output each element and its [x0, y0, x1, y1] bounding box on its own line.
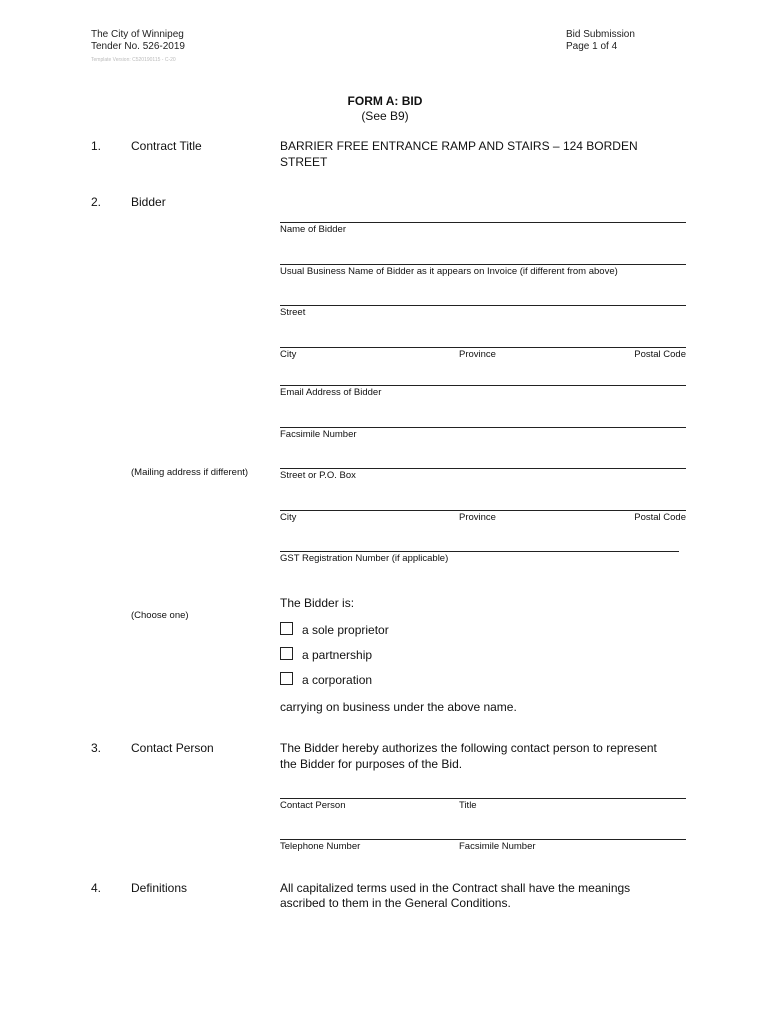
city-label: City — [280, 349, 297, 360]
sole-proprietor-checkbox[interactable] — [280, 622, 293, 635]
po-box-field[interactable] — [280, 468, 686, 469]
header-org: The City of Winnipeg — [91, 29, 184, 40]
section-3-label: Contact Person — [131, 741, 214, 755]
telephone-number-label: Telephone Number — [280, 841, 361, 852]
section-2-number: 2. — [91, 195, 102, 209]
contact-authorization-line2: the Bidder for purposes of the Bid. — [280, 757, 463, 771]
section-4-number: 4. — [91, 881, 102, 895]
street-label: Street — [280, 307, 306, 318]
usual-business-name-field[interactable] — [280, 264, 686, 265]
contact-authorization-line1: The Bidder hereby authorizes the following contact person to represent — [280, 741, 657, 755]
sole-proprietor-label: a sole proprietor — [302, 623, 389, 637]
mailing-city-province-postal-field[interactable] — [280, 510, 686, 511]
contact-fax-label: Facsimile Number — [459, 841, 536, 852]
street-field[interactable] — [280, 305, 686, 306]
gst-label: GST Registration Number (if applicable) — [280, 553, 449, 564]
contract-title-line2: STREET — [280, 155, 328, 169]
name-of-bidder-label: Name of Bidder — [280, 224, 347, 235]
postal-code-label: Postal Code — [634, 349, 686, 360]
corporation-checkbox[interactable] — [280, 672, 293, 685]
mailing-postal-code-label: Postal Code — [634, 512, 686, 523]
corporation-label: a corporation — [302, 673, 373, 687]
bidder-is-intro: The Bidder is: — [280, 596, 355, 610]
choose-one-note: (Choose one) — [131, 610, 189, 621]
partnership-label: a partnership — [302, 648, 373, 662]
definitions-line1: All capitalized terms used in the Contract shall have the meanings — [280, 881, 631, 895]
province-label: Province — [459, 349, 496, 360]
section-2-label: Bidder — [131, 195, 166, 209]
email-label: Email Address of Bidder — [280, 387, 382, 398]
definitions-line2: ascribed to them in the General Conditions. — [280, 896, 511, 910]
partnership-checkbox[interactable] — [280, 647, 293, 660]
bidder-is-outro: carrying on business under the above name. — [280, 700, 517, 714]
header-template-version: Template Version: C520190115 - C-20 — [91, 57, 176, 63]
contact-title-label: Title — [459, 800, 477, 811]
fax-label: Facsimile Number — [280, 429, 357, 440]
city-province-postal-field[interactable] — [280, 347, 686, 348]
email-field[interactable] — [280, 385, 686, 386]
gst-field[interactable] — [280, 551, 679, 552]
section-4-label: Definitions — [131, 881, 188, 895]
name-of-bidder-field[interactable] — [280, 222, 686, 223]
usual-business-name-label: Usual Business Name of Bidder as it appears on Invoice (if different from above) — [280, 266, 618, 277]
section-3-number: 3. — [91, 741, 102, 755]
header-submission: Bid Submission — [566, 29, 635, 40]
header-page: Page 1 of 4 — [566, 41, 618, 52]
form-subtitle: (See B9) — [361, 109, 409, 123]
mailing-city-label: City — [280, 512, 297, 523]
header-tender: Tender No. 526-2019 — [91, 41, 185, 52]
mailing-province-label: Province — [459, 512, 496, 523]
fax-field[interactable] — [280, 427, 686, 428]
contact-person-label: Contact Person — [280, 800, 346, 811]
section-1-number: 1. — [91, 139, 102, 153]
po-box-label: Street or P.O. Box — [280, 470, 356, 481]
mailing-address-note: (Mailing address if different) — [131, 467, 249, 478]
contract-title-line1: BARRIER FREE ENTRANCE RAMP AND STAIRS – 124 BORDEN — [280, 139, 638, 153]
contact-person-title-field[interactable] — [280, 798, 686, 799]
section-1-label: Contract Title — [131, 139, 202, 153]
form-title: FORM A: BID — [347, 94, 423, 108]
contact-phone-fax-field[interactable] — [280, 839, 686, 840]
